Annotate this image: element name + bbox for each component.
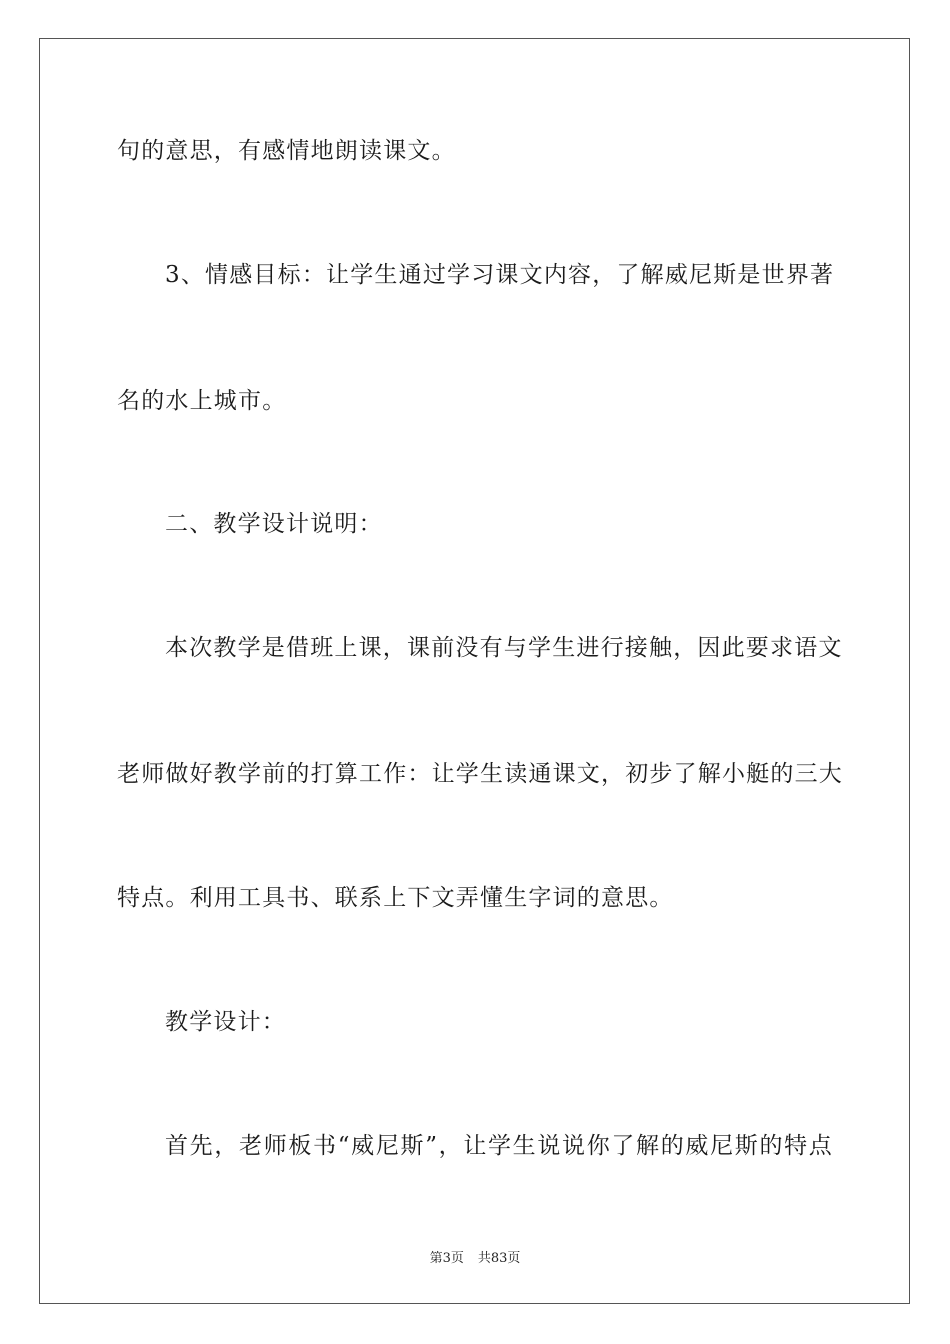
text-line-5: 本次教学是借班上课，课前没有与学生进行接触，因此要求语文 xyxy=(165,635,843,661)
subheading-design: 教学设计： xyxy=(165,1009,286,1035)
text-line-3: 名的水上城市。 xyxy=(117,388,287,414)
text-line-9: 首先，老师板书“威尼斯”，让学生说说你了解的威尼斯的特点 xyxy=(165,1133,833,1159)
total-pages-label: 共83页 xyxy=(477,1251,521,1266)
text-line-2: 3、情感目标：让学生通过学习课文内容，了解威尼斯是世界著 xyxy=(165,262,835,288)
text-line-6: 老师做好教学前的打算工作：让学生读通课文，初步了解小艇的三大 xyxy=(117,761,843,787)
text-line-7: 特点。利用工具书、联系上下文弄懂生字词的意思。 xyxy=(117,885,674,911)
page-border xyxy=(39,38,910,1304)
text-line-1: 句的意思，有感情地朗读课文。 xyxy=(117,138,456,164)
section-heading: 二、教学设计说明： xyxy=(165,511,383,537)
page-footer xyxy=(0,1247,950,1266)
current-page-label: 第3页 xyxy=(429,1251,464,1266)
